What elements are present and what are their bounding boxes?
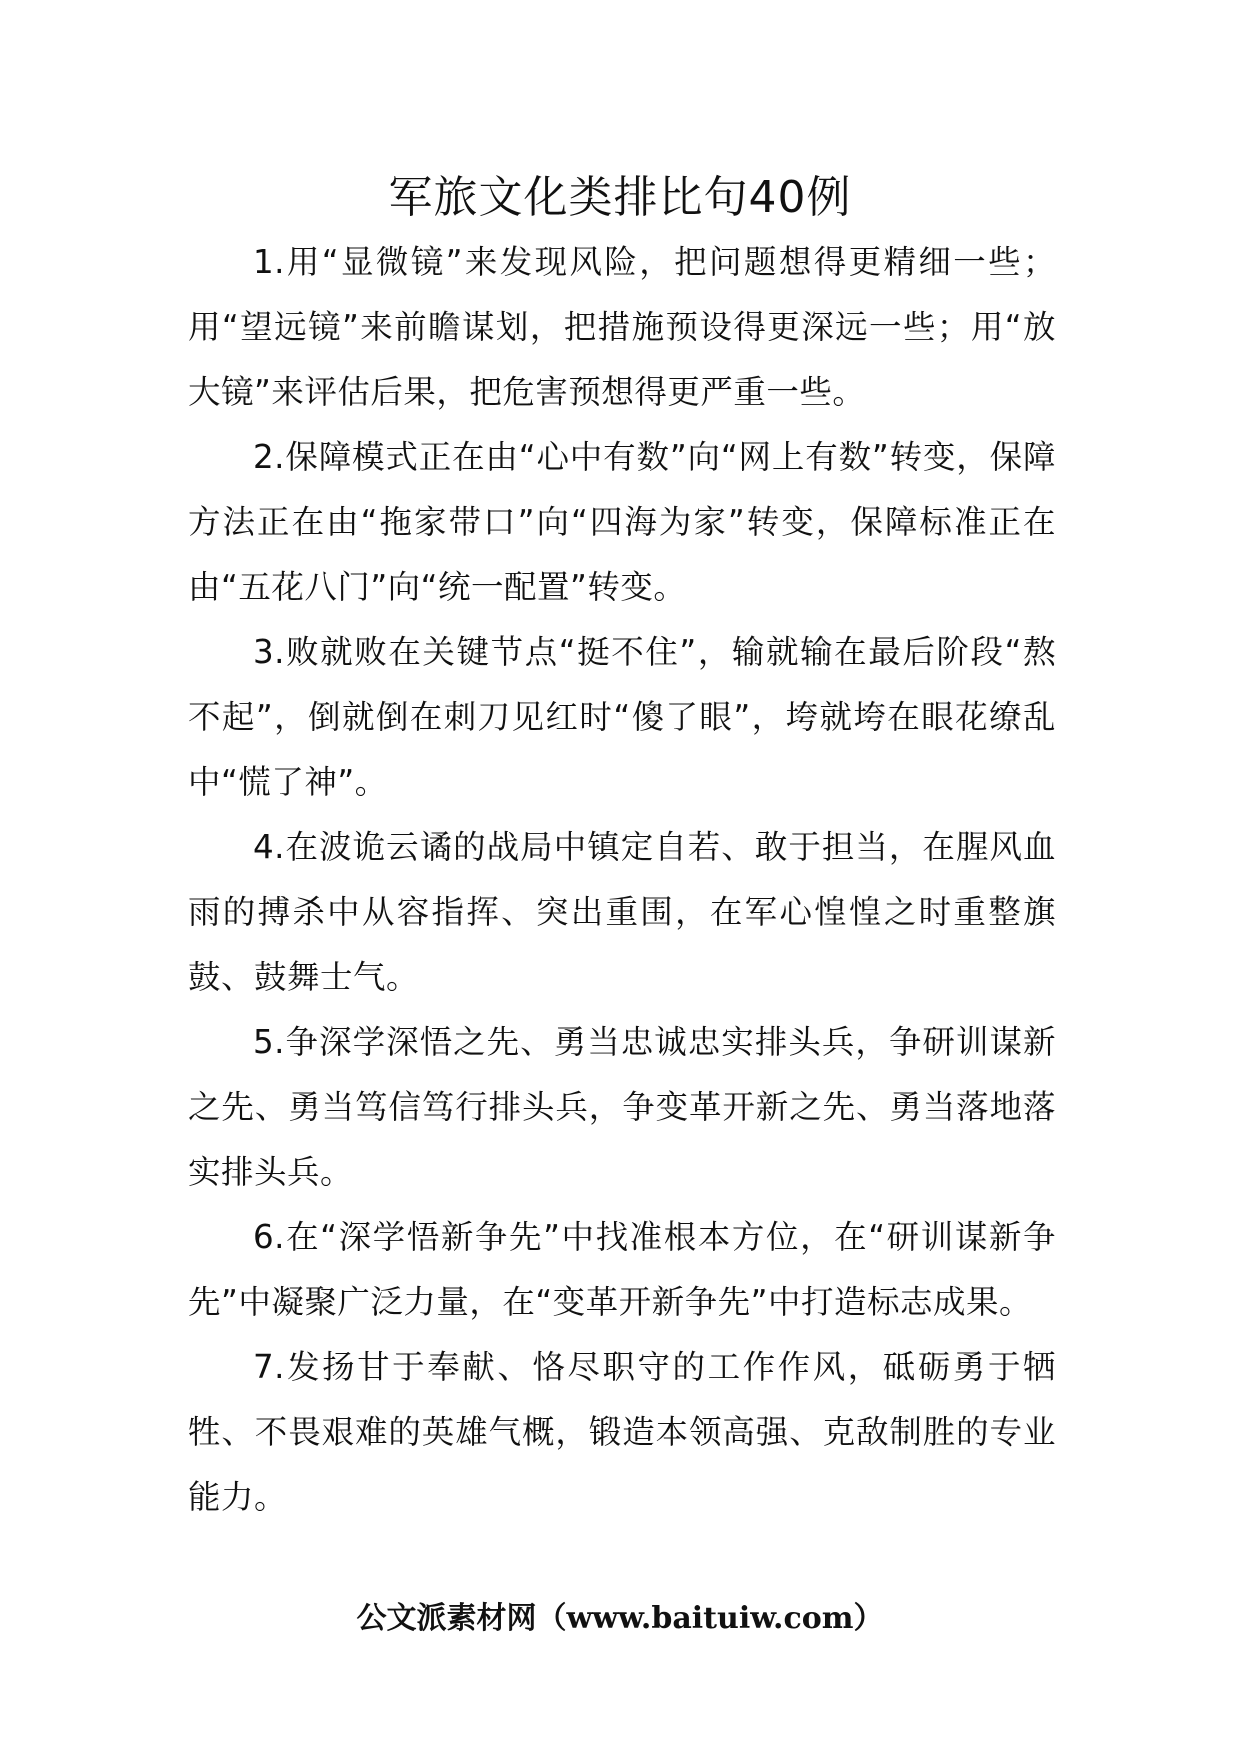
paragraph-2: 2.保障模式正在由“心中有数”向“网上有数”转变，保障方法正在由“拖家带口”向“四海为家”转变，保障标准正在由“五花八门”向“统一配置”转变。: [188, 438, 1056, 606]
document-body: [188, 230, 1056, 1530]
paragraph-4: 4.在波诡云谲的战局中镇定自若、敢于担当，在腥风血雨的搏杀中从容指挥、突出重围，在军心惶惶之时重整旗鼓、鼓舞士气。: [188, 828, 1056, 996]
source-footer: 公文派素材网（www.baituiw.com）: [356, 1601, 884, 1636]
paragraph-7: 7.发扬甘于奉献、恪尽职守的工作作风，砥砺勇于牺牲、不畏艰难的英雄气概，锻造本领高强、克敌制胜的专业能力。: [188, 1348, 1056, 1516]
paragraph-5: 5.争深学深悟之先、勇当忠诚忠实排头兵，争研训谋新之先、勇当笃信笃行排头兵，争变革开新之先、勇当落地落实排头兵。: [188, 1023, 1056, 1191]
paragraph-1: 1.用“显微镜”来发现风险，把问题想得更精细一些；用“望远镜”来前瞻谋划，把措施预设得更深远一些；用“放大镜”来评估后果，把危害预想得更严重一些。: [188, 243, 1056, 411]
paragraph-6: 6.在“深学悟新争先”中找准根本方位，在“研训谋新争先”中凝聚广泛力量，在“变革开新争先”中打造标志成果。: [188, 1218, 1056, 1321]
paragraph-3: 3.败就败在关键节点“挺不住”，输就输在最后阶段“熬不起”，倒就倒在刺刀见红时“傻了眼”，垮就垮在眼花缭乱中“慌了神”。: [188, 633, 1056, 801]
document-title: 军旅文化类排比句40例: [388, 172, 852, 223]
